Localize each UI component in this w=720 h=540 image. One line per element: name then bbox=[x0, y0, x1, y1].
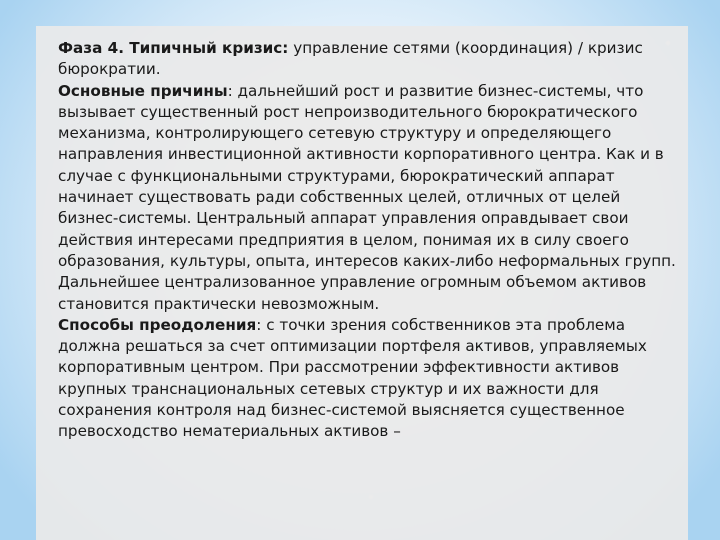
text-panel bbox=[36, 26, 688, 540]
remedies-text: : с точки зрения собственников эта проблема должна решаться за счет оптимизации портфеля активов, управляемых корпоративным центром. При рассмотрении эффективности активов крупных транснациональных сетевых структур и их важности для сохранения контроля над бизнес-системой выясняется существенное превосходство нематериальных активов – bbox=[58, 315, 647, 441]
causes-label: Основные причины bbox=[58, 81, 228, 100]
phase-paragraph bbox=[58, 38, 678, 81]
causes-paragraph bbox=[58, 81, 678, 315]
remedies-label: Способы преодоления bbox=[58, 315, 257, 334]
slide-body bbox=[58, 38, 678, 443]
remedies-paragraph bbox=[58, 315, 678, 443]
causes-text: : дальнейший рост и развитие бизнес-системы, что вызывает существенный рост непроизводительного бюрократического механизма, контролирующего сетевую структуру и определяющего направления инвестиционной активности корпоративного центра. Как и в случае с функциональными структурами, бюрократический аппарат начинает существовать ради собственных целей, отличных от целей бизнес-системы. Центральный аппарат управления оправдывает свои действия интересами предприятия в целом, понимая их в силу своего образования, культуры, опыта, интересов каких-либо неформальных групп. Дальнейшее централизованное управление огромным объемом активов становится практически невозможным. bbox=[58, 81, 676, 313]
phase-title-text: управление сетями (координация) / кризис бюрократии. bbox=[58, 39, 643, 79]
phase-title: Фаза 4. Типичный кризис: bbox=[58, 39, 289, 57]
